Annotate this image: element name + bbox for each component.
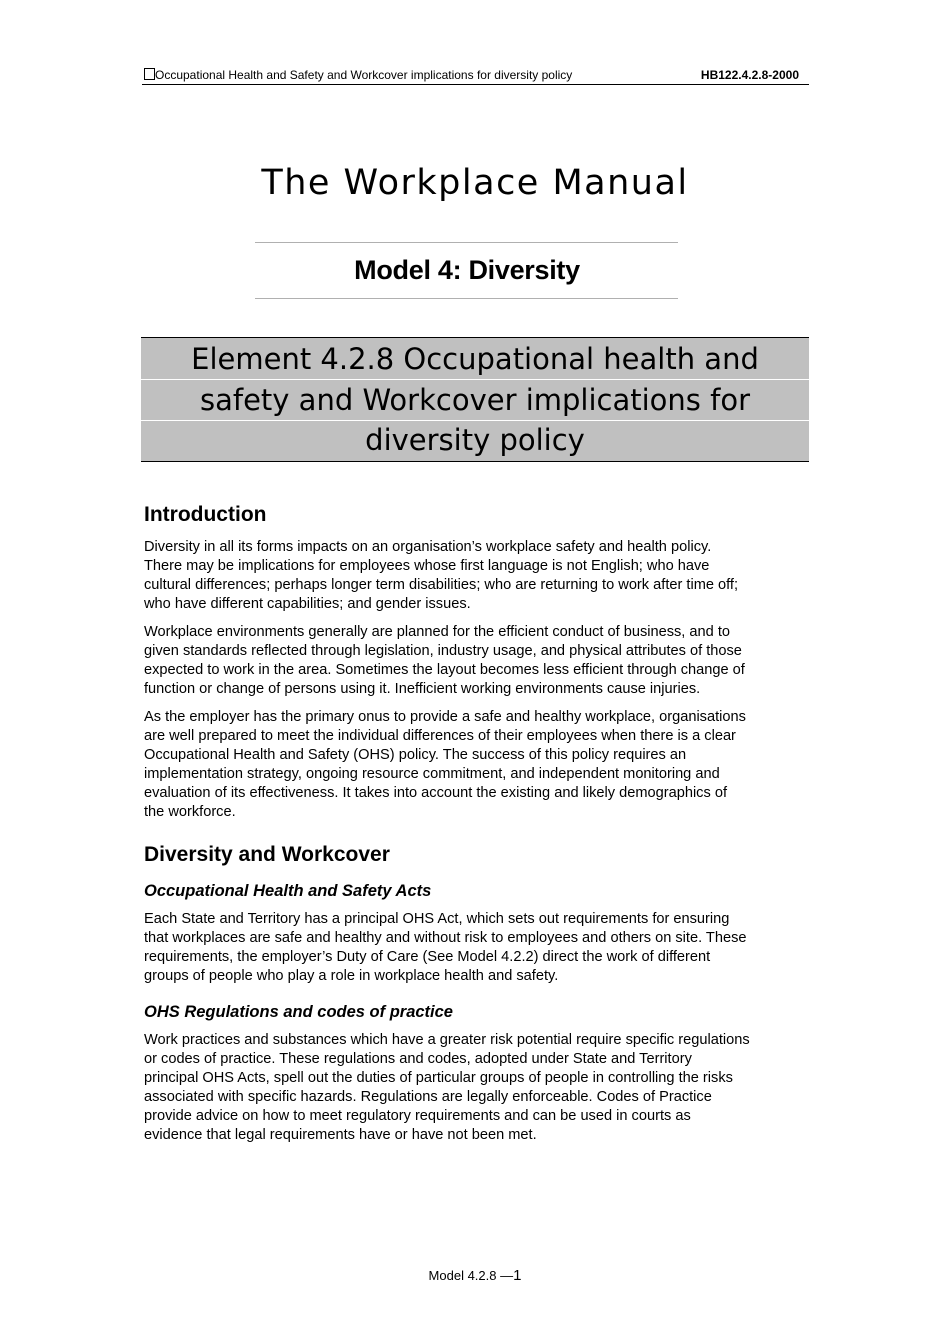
manual-title: The Workplace Manual (261, 163, 689, 203)
element-line-1: Element 4.2.8 Occupational health and (191, 342, 759, 376)
document-code: HB122.4.2.8-2000 (700, 68, 799, 82)
ohs-acts-subheading: Occupational Health and Safety Acts (144, 882, 432, 900)
header-title: Occupational Health and Safety and Workcover implications for diversity policy (142, 68, 572, 82)
running-header (142, 66, 809, 85)
ohs-regulations-paragraph: Work practices and substances which have a greater risk potential require specific regulations or codes of practice. These regulations and codes, adopted under State and Territory principal OHS Acts, spell out the duties of particular groups of people in controlling the risks associated with specific hazards. Regulations are legally enforceable. Codes of Practice provide advice on how to meet regulatory requirements and can be used in courts as evidence that legal requirements have or have not been met. (144, 1032, 750, 1143)
body-content (144, 502, 808, 1154)
divider-bottom (255, 298, 678, 299)
model-title: Model 4: Diversity (354, 255, 580, 285)
element-line-3: diversity policy (365, 423, 585, 457)
element-banner (141, 337, 809, 462)
page-number: 1 (513, 1267, 522, 1284)
element-line-2: safety and Workcover implications for (199, 383, 751, 417)
divider-top (255, 242, 678, 243)
footer-label: Model 4.2.8 — (428, 1268, 514, 1283)
intro-paragraph-2: Workplace environments generally are planned for the efficient conduct of business, and to given standards reflected through legislation, industry usage, and physical attributes of those expected to work in the area. Sometimes the layout becomes less efficient through change of function or change of persons using it. Inefficient working environments cause injuries. (144, 624, 745, 697)
checkbox-glyph-icon (144, 68, 155, 80)
intro-paragraph-3: As the employer has the primary onus to provide a safe and healthy workplace, organisations are well prepared to meet the individual differences of their employees when there is a clear Occupational Health and Safety (OHS) policy. The success of this policy requires an implementation strategy, ongoing resource commitment, and independent monitoring and evaluation of its effectiveness. It takes into account the existing and likely demographics of the workforce. (144, 709, 746, 820)
ohs-regulations-subheading: OHS Regulations and codes of practice (144, 1003, 453, 1021)
ohs-acts-paragraph: Each State and Territory has a principal OHS Act, which sets out requirements for ensuring that workplaces are safe and healthy and without risk to employees and others on site. These requirements, the employer’s Duty of Care (See Model 4.2.2) direct the work of different groups of people who play a role in workplace health and safety. (144, 911, 747, 984)
diversity-workcover-heading: Diversity and Workcover (144, 843, 390, 866)
introduction-heading: Introduction (144, 503, 267, 526)
page-footer (0, 1267, 950, 1284)
intro-paragraph-1: Diversity in all its forms impacts on an organisation’s workplace safety and health policy. There may be implications for employees whose first language is not English; who have cultural differences; perhaps longer term disabilities; who are returning to work after time off; who have different capabilities; and gender issues. (144, 539, 739, 612)
